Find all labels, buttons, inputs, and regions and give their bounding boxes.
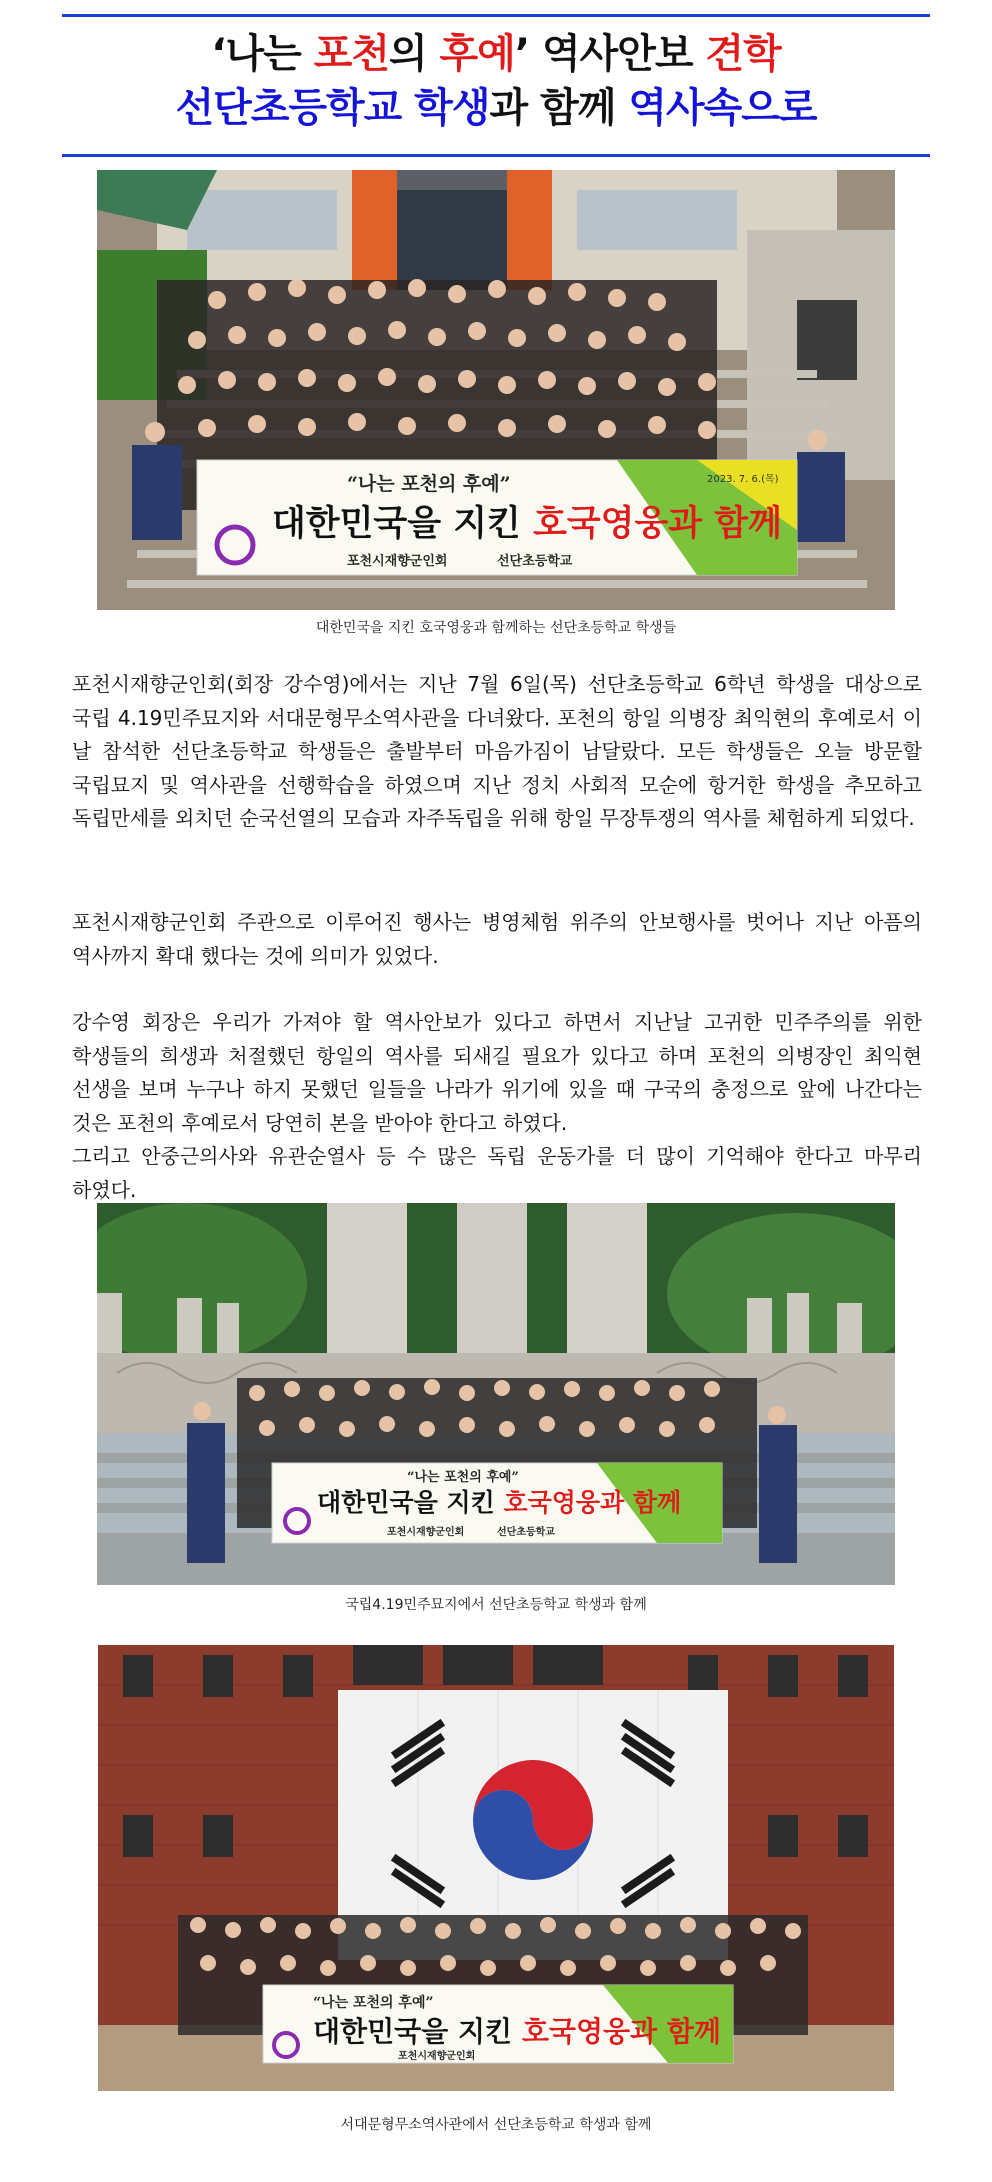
headline-seg: 선단초등학교 학생 [175,85,490,131]
banner-main-red: 호국영웅과 함께 [521,2015,721,2048]
photo-steps-group [97,170,895,610]
banner-main-black: 대한민국을 지킨 [272,504,534,544]
banner-small-text: “나는 포천의 후예” [313,1995,434,2011]
headline-seg: ‘나는 [211,31,314,77]
paragraph-2: 포천시재향군인회 주관으로 이루어진 행사는 병영체험 위주의 안보행사를 벗어나 지난 아픔의 역사까지 확대 했다는 것에 의미가 있었다. [72,910,922,968]
banner-org-1: 포천시재향군인회 [347,554,448,569]
bottom-rule [62,154,930,157]
paragraph-3: 강수영 회장은 우리가 가져야 할 역사안보가 있다고 하면서 지난날 고귀한 민주주의를 위한 학생들의 희생과 처절했던 항일의 역사를 되새길 필요가 있다고 하며 포천의 의병장인 최익현 선생을 보며 누구나 하지 못했던 일들을 나라가 위기에 있을 때 구국의 충정으로 앞에 나간다는 것은 포천의 후예로서 당연히 본을 받아야 한다고 하였다. [72,1010,922,1135]
banner-main-red: 호국영웅과 함께 [503,1488,682,1517]
banner-small-text: “나는 포천의 후예” [407,1470,519,1485]
banner-date: 2023. 7. 6.(목) [707,474,779,485]
photo-seodaemun-prison [98,1645,894,2091]
banner-org-2: 선단초등학교 [497,1527,555,1538]
photo-419-cemetery [97,1203,895,1585]
svg-text:대한민국을 지킨 호국영웅과 함께 [313,2015,721,2048]
headline-seg: 의 [388,31,440,77]
banner-main-black: 대한민국을 지킨 [317,1488,504,1517]
headline-seg: 견학 [705,31,781,77]
banner-org-1: 포천시재향군인회 [387,1527,465,1538]
banner-main-red: 호국영웅과 함께 [533,504,782,544]
banner-main-black: 대한민국을 지킨 [313,2015,522,2048]
paragraph-4: 그리고 안중근의사와 유관순열사 등 수 많은 독립 운동가를 더 많이 기억해야 한다고 마무리 하였다. [72,1144,922,1202]
headline-seg: 후예 [439,31,515,77]
headline-line-2 [0,84,992,132]
banner-small-text: “나는 포천의 후예” [347,473,511,495]
paragraph-1: 포천시재향군인회(회장 강수영)에서는 지난 7월 6일(목) 선단초등학교 6학년 학생을 대상으로 국립 4.19민주묘지와 서대문형무소역사관을 다녀왔다. 포천의 항일 의병장 최익현의 후예로서 이 날 참석한 선단초등학교 학생들은 출발부터 마음가짐이 남달랐다. 모든 학생들은 오늘 방문할 국립묘지 및 역사관을 선행학습을 하였으며 지난 정치 사회적 모순에 항거한 학생을 추모하고 독립만세를 외치던 순국선열의 모습과 자주독립을 위해 항일 무장투쟁의 역사를 체험하게 되었다. [72,672,922,830]
caption-3: 서대문형무소역사관에서 선단초등학교 학생과 함께 [340,2117,652,2133]
headline-line-1 [0,30,992,78]
banner-org-1: 포천시재향군인회 [398,2051,476,2062]
caption-2: 국립4.19민주묘지에서 선단초등학교 학생과 함께 [345,1597,647,1613]
svg-text:대한민국을 지킨 호국영웅과 함께 [317,1488,681,1517]
headline-seg: 역사속으로 [628,85,817,131]
headline-seg: ’ 역사안보 [514,31,706,77]
svg-text:대한민국을 지킨 호국영웅과 함께 [272,503,782,544]
top-rule [62,14,930,17]
caption-1: 대한민국을 지킨 호국영웅과 함께하는 선단초등학교 학생들 [315,620,677,636]
headline-seg: 과 함께 [489,85,629,131]
headline-seg: 포천 [313,31,389,77]
banner-org-2: 선단초등학교 [497,554,573,569]
